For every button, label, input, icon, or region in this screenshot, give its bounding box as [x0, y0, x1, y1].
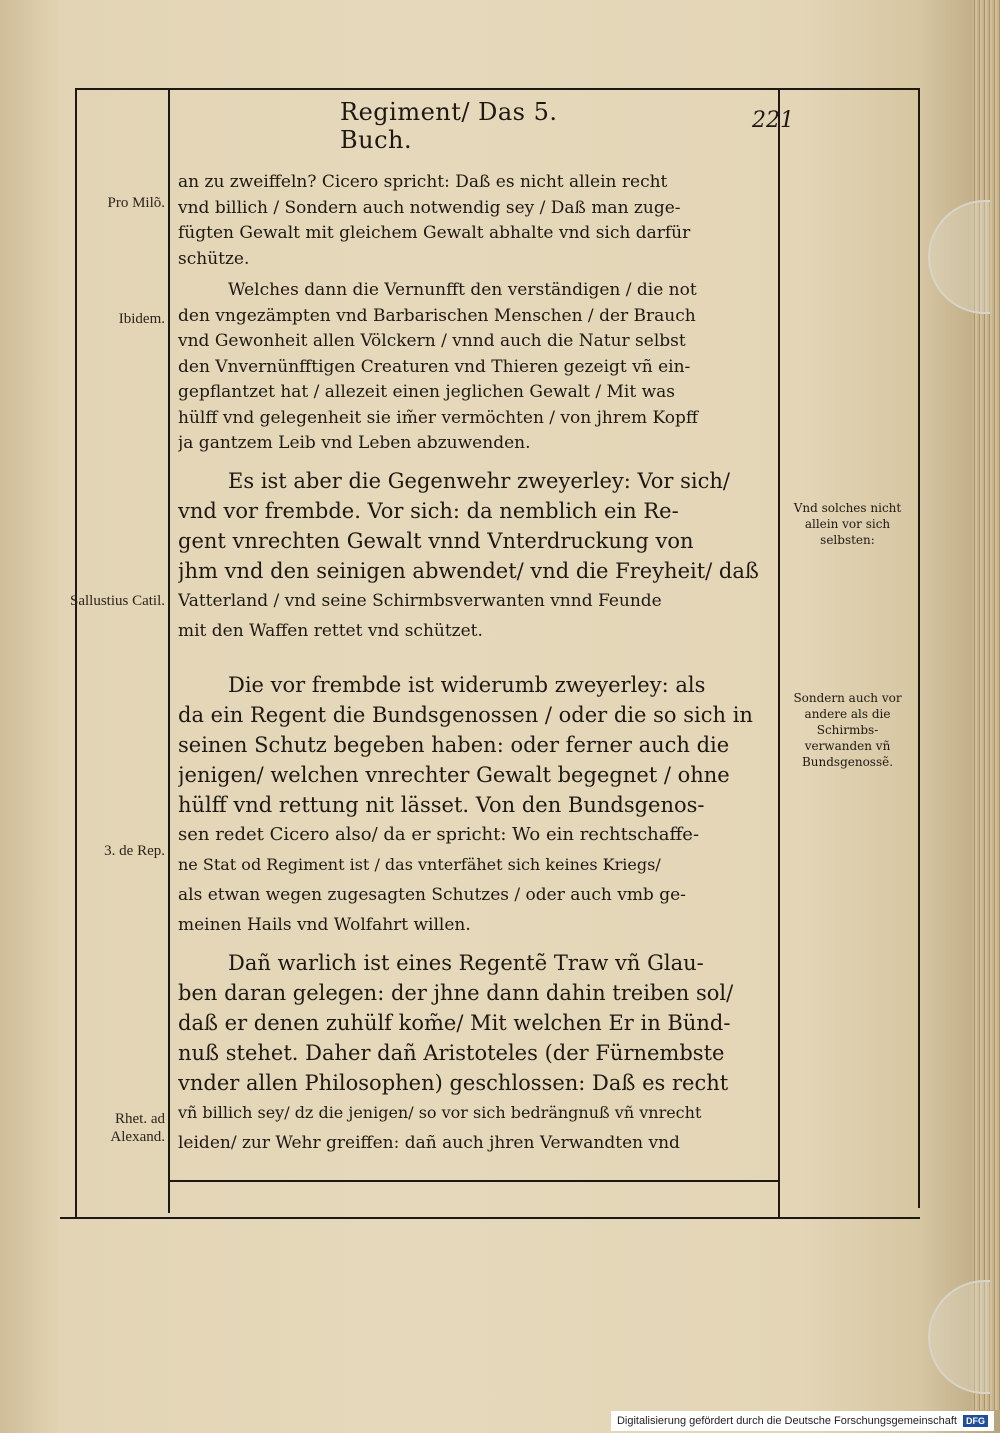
top-rule	[75, 88, 920, 90]
outer-left-rule	[75, 88, 77, 1218]
text-line: vñ billich sey/ dz die jenigen/ so vor sich bedrängnuß vñ vnrecht	[178, 1103, 702, 1122]
text-line: seinen Schutz begeben haben: oder ferner auch die	[178, 733, 730, 757]
margin-note-left: 3. de Rep.	[104, 843, 165, 859]
text-line: jhm vnd den seinigen abwendet/ vnd die Freyheit/ daß	[178, 559, 759, 583]
text-line: ja gantzem Leib vnd Leben abzuwenden.	[178, 433, 531, 453]
text-left-rule	[168, 88, 170, 1213]
margin-note-left: Pro Milõ.	[107, 195, 165, 211]
text-line: nuß stehet. Daher dañ Aristoteles (der Fürnembste	[178, 1041, 725, 1065]
margin-note-left: Rhet. ad Alexand.	[110, 1111, 165, 1145]
text-line: hülff vnd gelegenheit sie im̃er vermöchten / von jhrem Kopff	[178, 407, 698, 428]
text-line: den Vnvernünfftigen Creaturen vnd Thieren gezeigt vñ ein-	[178, 356, 691, 377]
text-line: Es ist aber die Gegenwehr zweyerley: Vor sich/	[228, 469, 731, 493]
text-line: meinen Hails vnd Wolfahrt willen.	[178, 915, 471, 935]
paragraph	[178, 170, 774, 272]
text-line: leiden/ zur Wehr greiffen: dañ auch jhren Verwandten vnd	[178, 1133, 680, 1153]
text-line: jenigen/ welchen vnrechter Gewalt begegnet / ohne	[178, 763, 730, 787]
text-line: Welches dann die Vernunfft den verständigen / die not	[228, 280, 697, 300]
text-line: den vngezämpten vnd Barbarischen Menschen / der Brauch	[178, 305, 696, 326]
text-line: fügten Gewalt mit gleichem Gewalt abhalte vnd sich darfür	[178, 223, 691, 243]
text-line: vnd billich / Sondern auch notwendig sey / Daß man zuge-	[178, 197, 681, 218]
text-line: ne Stat od Regiment ist / das vnterfähet sich keines Kriegs/	[178, 855, 661, 874]
text-line: sen redet Cicero also/ da er spricht: Wo ein rechtschaffe-	[178, 824, 700, 845]
text-line: an zu zweiffeln? Cicero spricht: Daß es nicht allein recht	[178, 172, 668, 192]
paragraph	[178, 278, 774, 457]
text-line: vnd Gewonheit allen Völckern / vnnd auch die Natur selbst	[178, 331, 686, 351]
text-line: gent vnrechten Gewalt vnnd Vnterdruckung von	[178, 529, 694, 553]
margin-note-left: Sallustius Catil.	[69, 593, 165, 609]
text-line: schütze.	[178, 248, 250, 269]
margin-note-right: Sondern auch vor andere als die Schirmbs-verwanden vñ Bundsgenossẽ.	[793, 691, 902, 769]
bottom-rule	[60, 1217, 920, 1219]
text-line: Vatterland / vnd seine Schirmbsverwanten vnnd Feunde	[178, 591, 662, 611]
text-line: mit den Waffen rettet vnd schützet.	[178, 621, 483, 641]
paragraph	[178, 466, 774, 646]
margin-note-right: Vnd solches nicht allein vor sich selbsten:	[793, 501, 902, 547]
text-line: vnder allen Philosophen) geschlossen: Daß es recht	[178, 1071, 729, 1095]
scanner-clamp-bottom	[928, 1280, 990, 1394]
text-line: Dañ warlich ist eines Regentẽ Traw vñ Glau-	[228, 951, 704, 975]
text-bottom-rule	[170, 1180, 778, 1182]
dfg-logo: DFG	[963, 1415, 988, 1427]
text-line: da ein Regent die Bundsgenossen / oder die so sich in	[178, 703, 753, 727]
funding-footer	[611, 1411, 994, 1431]
text-line: ben daran gelegen: der jhne dann dahin treiben sol/	[178, 981, 734, 1005]
paragraph	[178, 948, 774, 1158]
page-number: 221	[752, 108, 794, 133]
text-line: Die vor frembde ist widerumb zweyerley: als	[228, 673, 706, 697]
text-right-rule	[778, 88, 780, 1218]
text-line: als etwan wegen zugesagten Schutzes / oder auch vmb ge-	[178, 885, 686, 905]
outer-right-rule	[918, 88, 920, 1208]
text-line: hülff vnd rettung nit lässet. Von den Bundsgenos-	[178, 793, 705, 817]
running-title: Regiment/ Das 5. Buch.	[340, 98, 558, 154]
funding-text: Digitalisierung gefördert durch die Deutsche Forschungsgemeinschaft	[616, 1415, 957, 1427]
text-line: vnd vor frembde. Vor sich: da nemblich ein Re-	[178, 499, 679, 523]
paragraph	[178, 670, 774, 940]
text-line: daß er denen zuhülf kom̃e/ Mit welchen Er in Bünd-	[178, 1011, 731, 1035]
scanner-clamp-top	[928, 200, 990, 314]
text-line: gepflantzet hat / allezeit einen jeglichen Gewalt / Mit was	[178, 382, 675, 402]
margin-note-left: Ibidem.	[118, 311, 165, 327]
